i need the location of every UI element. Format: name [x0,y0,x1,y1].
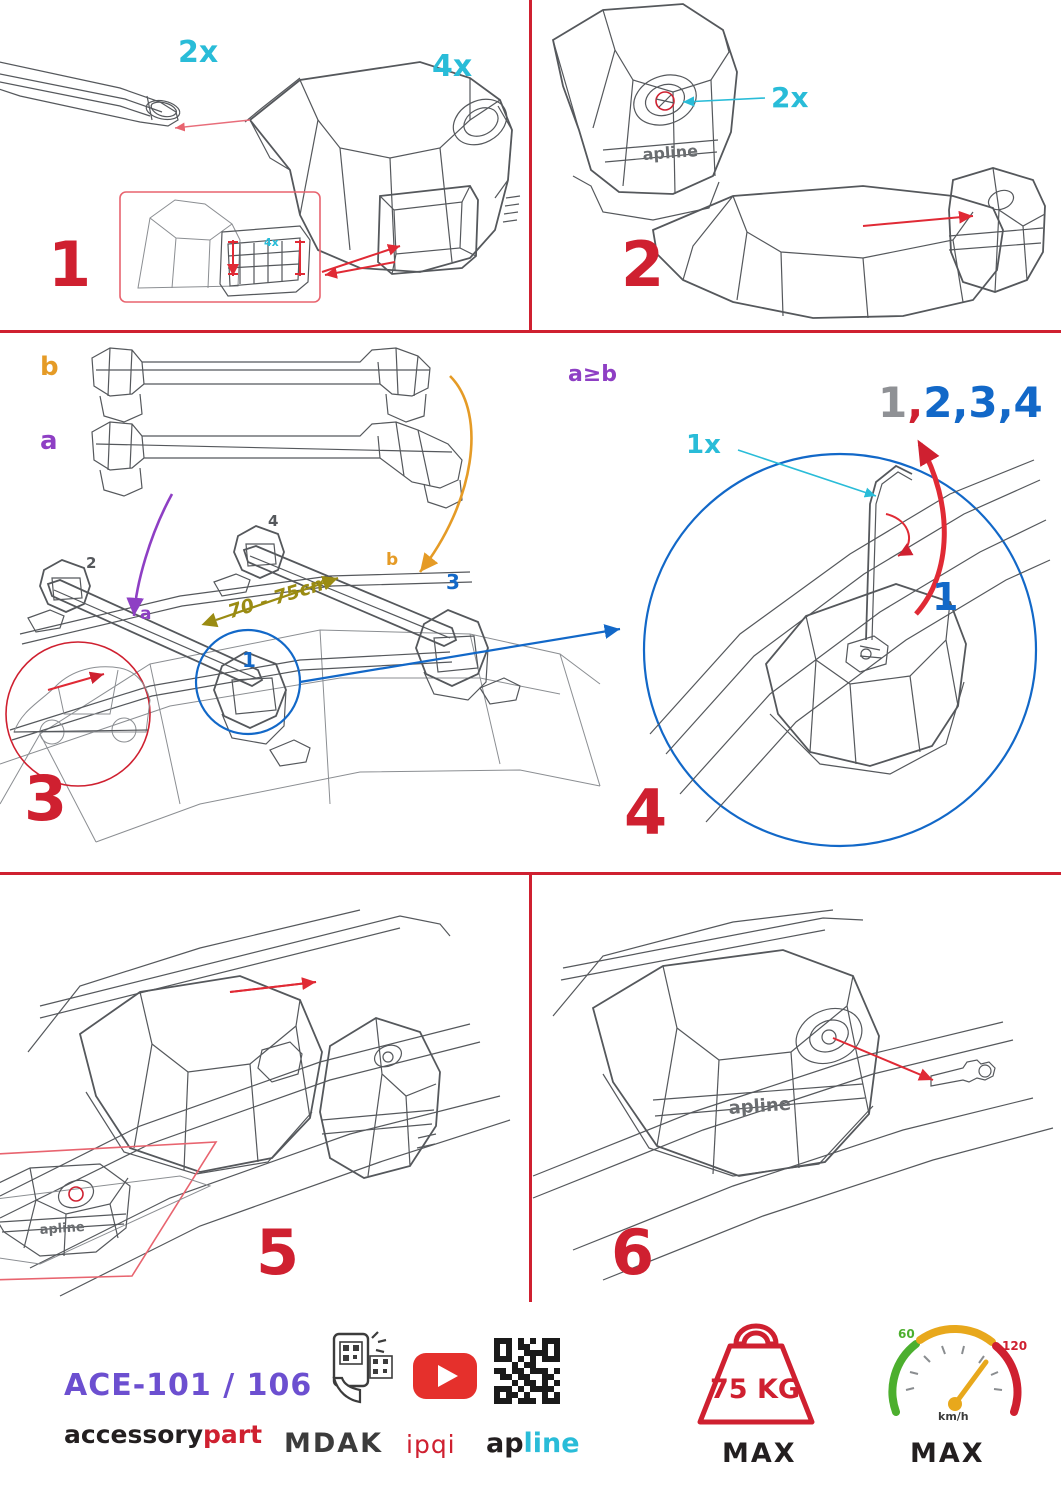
svg-text:apline: apline [727,1093,792,1119]
brand-apline-part2: line [523,1428,580,1459]
step-4-panel [568,334,1061,872]
qr-code-icon[interactable] [494,1338,560,1404]
divider-col-row1 [529,0,532,330]
step-3-dimension: 70 - 75cm [225,571,333,624]
step-2-illustration [533,0,1061,330]
svg-text:60: 60 [898,1327,915,1341]
step-3-label-b-bar: b [386,550,399,570]
max-speed-caption: MAX [910,1438,985,1469]
svg-text:120: 120 [1002,1339,1028,1353]
step-5-number: 5 [256,1216,301,1289]
step-2-qty-2x: 2x [771,81,809,114]
brand-accessorypart-part2: part [203,1420,263,1449]
step-4-label-1: 1 [932,575,959,619]
step-5-panel [0,876,529,1302]
step-3-number: 3 [24,762,69,835]
speedometer-icon [880,1316,1030,1426]
step-3-label-1: 1 [242,648,256,672]
step-1-qty-4x: 4x [432,49,473,84]
seq-part-234: 2,3,4 [923,378,1043,427]
step-1-number: 1 [48,228,93,301]
step-4-sequence [878,378,1043,427]
step-1-qty-2x: 2x [178,35,219,70]
step-6-panel [533,876,1061,1302]
youtube-icon[interactable] [412,1352,478,1400]
step-3-label-2: 2 [86,554,97,572]
svg-text:4x: 4x [264,236,279,249]
step-3-panel [0,334,620,872]
seq-part-comma: , [907,378,924,427]
step-2-panel [533,0,1061,330]
step-4-label-ageqb: a≥b [568,362,618,387]
step-6-number: 6 [611,1216,656,1289]
svg-text:apline: apline [641,141,699,164]
model-code: ACE-101 / 106 [64,1368,313,1403]
step-4-number: 4 [624,776,669,849]
brand-apline [486,1428,580,1459]
brand-accessorypart [64,1420,262,1449]
step-3-label-a-bar: a [140,604,152,624]
step-3-label-4: 4 [268,512,279,530]
step-3-label-b-top: b [40,352,59,382]
divider-col-row3 [529,872,532,1302]
max-load-caption: MAX [722,1438,797,1469]
step-3-label-3: 3 [446,570,460,594]
brand-ipqi: ipqi [406,1430,456,1459]
svg-text:km/h: km/h [938,1410,969,1423]
brand-apline-part1: ap [486,1428,524,1459]
seq-part-1: 1 [878,378,908,427]
brand-mdak: MDAK [284,1428,384,1459]
step-4-label-1x: 1x [686,430,721,460]
footer [0,1302,1061,1500]
step-3-label-a-top: a [40,426,58,456]
qr-scan-phone-icon [320,1330,400,1410]
max-load-value: 75 KG [710,1374,801,1405]
svg-text:apline: apline [39,1219,86,1238]
divider-row-1 [0,330,1061,333]
step-1-panel [0,0,529,330]
step-2-number: 2 [621,228,666,301]
step-3-illustration [0,334,620,872]
brand-accessorypart-part1: accessory [64,1420,204,1449]
